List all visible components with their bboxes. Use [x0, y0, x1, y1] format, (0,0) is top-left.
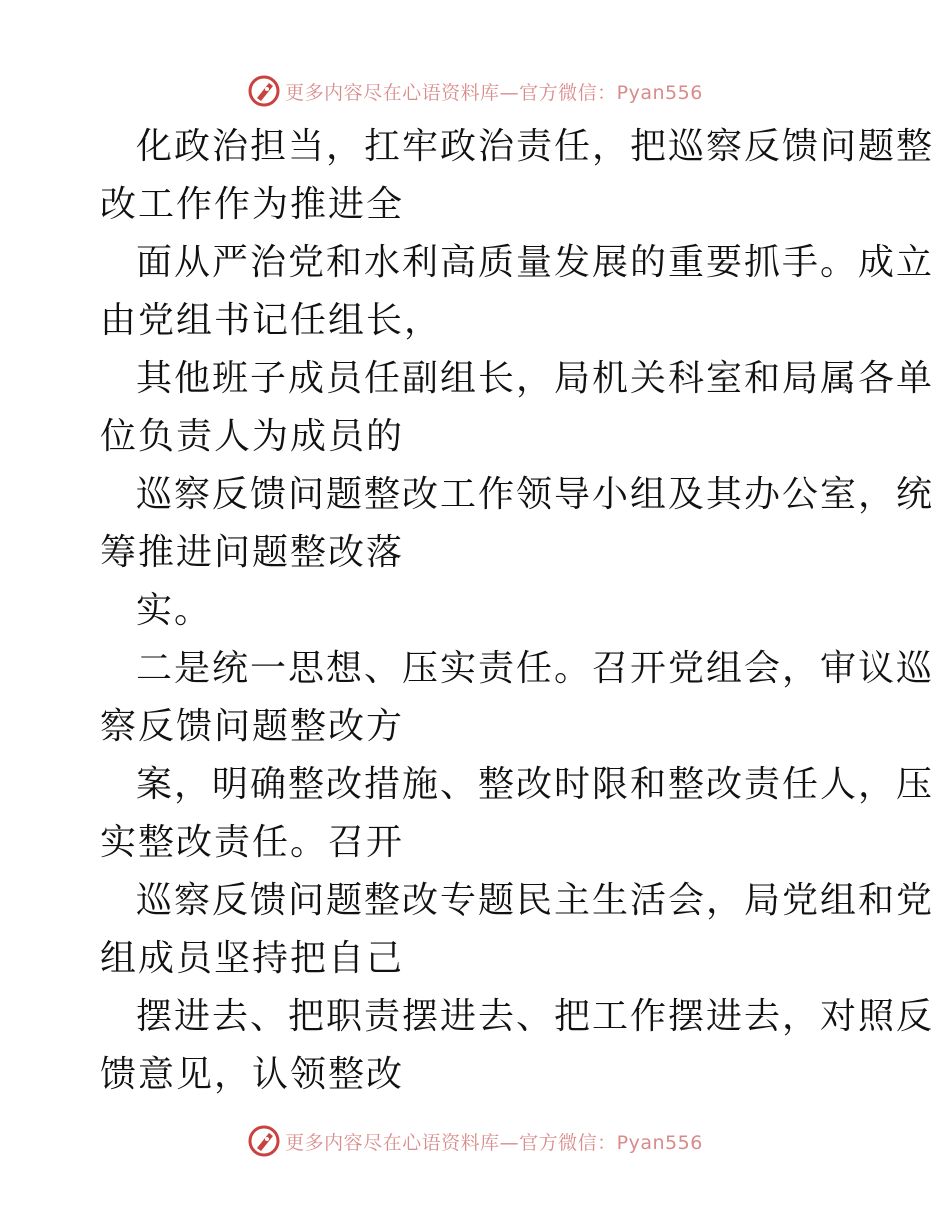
header-watermark	[0, 71, 950, 111]
body-line: 巡察反馈问题整改专题民主生活会，局党组和党	[136, 880, 935, 921]
body-line: 由党组书记任组长，	[100, 300, 443, 341]
body-line: 摆进去、把职责摆进去、把工作摆进去，对照反	[136, 996, 935, 1037]
body-line: 实整改责任。召开	[100, 822, 405, 863]
body-line: 馈意见，认领整改	[100, 1054, 405, 1095]
body-line: 二是统一思想、压实责任。召开党组会，审议巡	[136, 648, 935, 689]
pen-nib-logo-icon	[247, 74, 281, 108]
body-line: 其他班子成员任副组长，局机关科室和局属各单	[136, 358, 935, 399]
body-line: 改工作作为推进全	[100, 184, 405, 225]
body-line: 组成员坚持把自己	[100, 938, 405, 979]
watermark-text: 更多内容尽在心语资料库—官方微信：Pyan556	[285, 81, 703, 104]
footer-watermark	[0, 1121, 950, 1161]
pen-nib-logo-icon	[247, 1124, 281, 1158]
body-line: 实。	[136, 590, 213, 631]
body-line: 察反馈问题整改方	[100, 706, 405, 747]
body-line: 面从严治党和水利高质量发展的重要抓手。成立	[136, 242, 935, 283]
document-body	[100, 118, 935, 1104]
body-line: 化政治担当，扛牢政治责任，把巡察反馈问题整	[136, 126, 935, 167]
body-line: 案，明确整改措施、整改时限和整改责任人，压	[136, 764, 935, 805]
body-line: 位负责人为成员的	[100, 416, 405, 457]
body-line: 筹推进问题整改落	[100, 532, 405, 573]
body-line: 巡察反馈问题整改工作领导小组及其办公室，统	[136, 474, 935, 515]
watermark-text: 更多内容尽在心语资料库—官方微信：Pyan556	[285, 1131, 703, 1154]
